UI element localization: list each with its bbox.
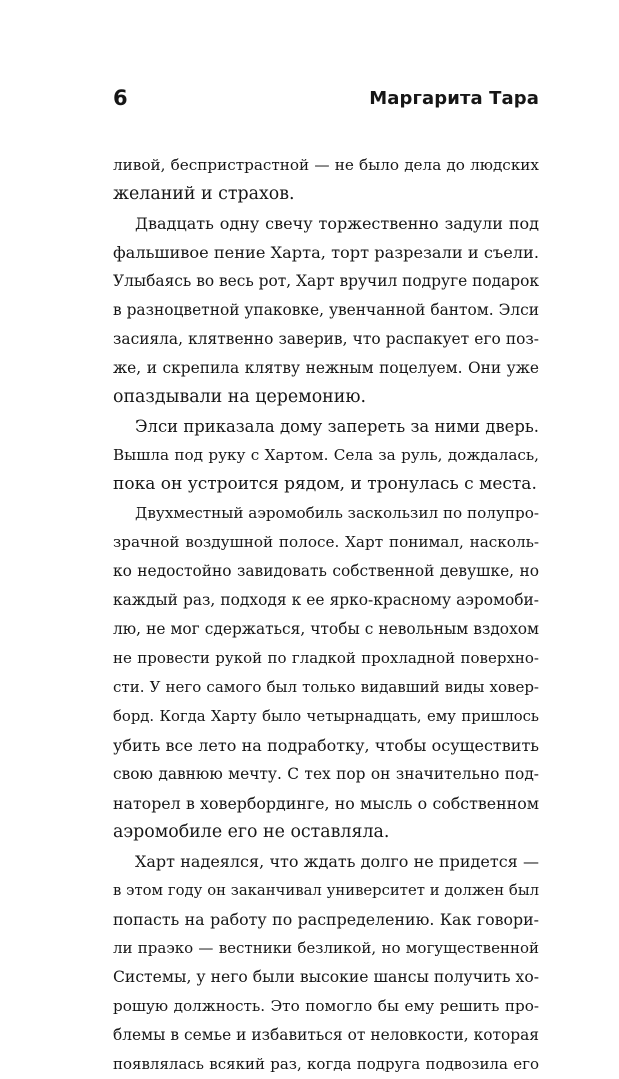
- page-header: [113, 84, 539, 114]
- text-line: ливой, беспристрастной — не было дела до людских: [113, 156, 539, 174]
- text-line: сти. У него самого был только видавший виды ховер-: [113, 678, 539, 696]
- text-line: в разноцветной упаковке, увенчанной бантом. Элси: [113, 301, 539, 319]
- text-line: желаний и страхов.: [113, 184, 295, 204]
- text-line: ко недостойно завидовать собственной девушке, но: [113, 562, 539, 580]
- text-line: в этом году он заканчивал университет и должен был: [113, 882, 539, 899]
- text-line: рошую должность. Это помогло бы ему решить про-: [113, 997, 539, 1015]
- text-line: аэромобиле его не оставляла.: [113, 822, 390, 842]
- text-line: не провести рукой по гладкой прохладной поверхно-: [113, 649, 539, 667]
- text-line: попасть на работу по распределению. Как говори-: [113, 910, 539, 929]
- text-line: пока он устроится рядом, и тронулась с места.: [113, 474, 537, 494]
- text-line: Элси приказала дому запереть за ними дверь.: [135, 417, 539, 436]
- text-line: блемы в семье и избавиться от неловкости, которая: [113, 1026, 539, 1044]
- text-line: лю, не мог сдержаться, чтобы с невольным вздохом: [113, 620, 539, 638]
- text-line: наторел в ховербординге, но мысль о собственном: [113, 794, 539, 813]
- running-title: Маргарита Тара: [369, 88, 539, 109]
- text-line: Улыбаясь во весь рот, Харт вручил подруге подарок: [113, 272, 540, 290]
- page-number: 6: [113, 86, 128, 110]
- text-line: борд. Когда Харту было четырнадцать, ему пришлось: [113, 708, 539, 725]
- text-line: Харт надеялся, что ждать долго не придется —: [135, 852, 539, 871]
- text-line: Системы, у него были высокие шансы получить хо-: [113, 968, 539, 986]
- text-line: появлялась всякий раз, когда подруга подвозила его: [113, 1055, 539, 1073]
- text-line: опаздывали на церемонию.: [113, 387, 367, 407]
- text-line: каждый раз, подходя к ее ярко-красному аэромоби-: [113, 591, 539, 609]
- text-line: же, и скрепила клятву нежным поцелуем. Они уже: [113, 359, 539, 377]
- text-line: засияла, клятвенно заверив, что распакует его поз-: [113, 330, 539, 348]
- text-line: фальшивое пение Харта, торт разрезали и съели.: [113, 243, 539, 262]
- text-line: зрачной воздушной полосе. Харт понимал, насколь-: [113, 533, 539, 551]
- text-line: убить все лето на подработку, чтобы осуществить: [113, 736, 539, 755]
- text-line: Двадцать одну свечу торжественно задули под: [135, 214, 539, 233]
- text-line: ли праэко — вестники безликой, но могущественной: [113, 939, 539, 957]
- text-line: свою давнюю мечту. С тех пор он значительно под-: [113, 765, 539, 783]
- text-line: Двухместный аэромобиль заскользил по полупро-: [135, 504, 540, 522]
- text-line: Вышла под руку с Хартом. Села за руль, дождалась,: [113, 446, 539, 464]
- body-text: [113, 151, 539, 1079]
